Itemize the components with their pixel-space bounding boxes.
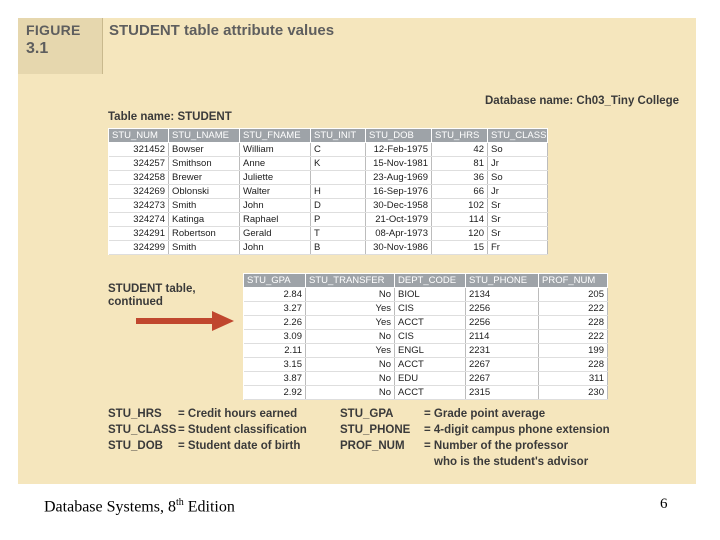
table-cell: 42 (432, 143, 488, 157)
table-cell: Sr (488, 199, 548, 213)
table-cell: 15-Nov-1981 (366, 157, 432, 171)
legend-def: = Number of the professor (424, 440, 569, 452)
table-cell: So (488, 143, 548, 157)
continued-label-line2: continued (108, 296, 163, 308)
footer-text (44, 497, 235, 516)
table-cell: No (306, 386, 395, 400)
table-cell: 2315 (466, 386, 539, 400)
legend-right (340, 406, 610, 470)
table-cell: P (311, 213, 366, 227)
table-cell: 30-Nov-1986 (366, 241, 432, 255)
footer-rest: Edition (183, 498, 235, 516)
table-cell: 324291 (109, 227, 169, 241)
table-cell: Bowser (169, 143, 240, 157)
table-cell: Yes (306, 344, 395, 358)
table-cell: 102 (432, 199, 488, 213)
table-cell: 23-Aug-1969 (366, 171, 432, 185)
student-table-continued (243, 273, 608, 400)
table-cell: 30-Dec-1958 (366, 199, 432, 213)
table-cell: 2267 (466, 372, 539, 386)
table-cell: 2.92 (244, 386, 306, 400)
table-cell: No (306, 358, 395, 372)
table-cell: No (306, 372, 395, 386)
table-row (109, 241, 548, 255)
table-cell: 120 (432, 227, 488, 241)
table-row (109, 143, 548, 157)
table-row (109, 185, 548, 199)
table-cell: EDU (395, 372, 466, 386)
legend-def: = Grade point average (424, 408, 546, 420)
table-row (109, 171, 548, 185)
table-cell: BIOL (395, 288, 466, 302)
table-cell: Jr (488, 157, 548, 171)
legend-def-continued: who is the student's advisor (434, 456, 589, 468)
table-cell: 3.15 (244, 358, 306, 372)
column-header: STU_HRS (432, 129, 488, 143)
table-cell: D (311, 199, 366, 213)
table-cell: Walter (240, 185, 311, 199)
table-row (244, 386, 608, 400)
legend-term: STU_GPA (340, 408, 394, 420)
legend-row (108, 438, 307, 454)
legend-row (108, 422, 307, 438)
table-row (244, 344, 608, 358)
table-cell: 3.87 (244, 372, 306, 386)
legend-def: = Credit hours earned (178, 408, 298, 420)
table-cell: 114 (432, 213, 488, 227)
table-cell: 2267 (466, 358, 539, 372)
table-cell: Smith (169, 241, 240, 255)
table-cell: 81 (432, 157, 488, 171)
table-cell: Smith (169, 199, 240, 213)
table-row (109, 213, 548, 227)
table-cell (311, 171, 366, 185)
legend-term: PROF_NUM (340, 440, 405, 452)
table-row (244, 358, 608, 372)
legend-row (108, 406, 307, 422)
table-cell: John (240, 241, 311, 255)
table-cell: 199 (539, 344, 608, 358)
table-row (109, 199, 548, 213)
column-header: STU_NUM (109, 129, 169, 143)
table-cell: 222 (539, 302, 608, 316)
table-cell: Brewer (169, 171, 240, 185)
figure-divider (102, 18, 103, 74)
figure-number: 3.1 (26, 40, 49, 57)
continued-label-line1: STUDENT table, (108, 283, 196, 295)
table-cell: 2231 (466, 344, 539, 358)
table-cell: Anne (240, 157, 311, 171)
table-cell: 205 (539, 288, 608, 302)
table-cell: 2256 (466, 316, 539, 330)
table-cell: 21-Oct-1979 (366, 213, 432, 227)
table-cell: Robertson (169, 227, 240, 241)
table-cell: 66 (432, 185, 488, 199)
legend-row (340, 454, 610, 470)
table-cell: 2134 (466, 288, 539, 302)
table-cell: 16-Sep-1976 (366, 185, 432, 199)
student-table (108, 128, 548, 255)
column-header: STU_INIT (311, 129, 366, 143)
table-cell: ACCT (395, 316, 466, 330)
table-cell: 08-Apr-1973 (366, 227, 432, 241)
table-cell: 3.09 (244, 330, 306, 344)
legend-def: = Student date of birth (178, 440, 301, 452)
legend-term: STU_HRS (108, 408, 162, 420)
column-header: STU_CLASS (488, 129, 548, 143)
column-header: STU_GPA (244, 274, 306, 288)
figure-word: FIGURE (26, 22, 81, 38)
table-cell: Jr (488, 185, 548, 199)
footer-main: Database Systems, 8 (44, 498, 176, 516)
table-cell: 2114 (466, 330, 539, 344)
column-header: STU_FNAME (240, 129, 311, 143)
table-cell: Sr (488, 213, 548, 227)
table-cell: T (311, 227, 366, 241)
table-cell: William (240, 143, 311, 157)
table-cell: 311 (539, 372, 608, 386)
table-cell: 228 (539, 316, 608, 330)
table-cell: 15 (432, 241, 488, 255)
table-cell: 2256 (466, 302, 539, 316)
table-cell: 324299 (109, 241, 169, 255)
column-header: STU_LNAME (169, 129, 240, 143)
table-cell: Raphael (240, 213, 311, 227)
legend-term: STU_PHONE (340, 424, 411, 436)
table-cell: 230 (539, 386, 608, 400)
table-cell: H (311, 185, 366, 199)
table-cell: 321452 (109, 143, 169, 157)
legend-def: = 4-digit campus phone extension (424, 424, 610, 436)
table-cell: K (311, 157, 366, 171)
table-cell: Fr (488, 241, 548, 255)
table-row (109, 227, 548, 241)
table-row (244, 372, 608, 386)
table-cell: John (240, 199, 311, 213)
table-cell: Yes (306, 302, 395, 316)
continued-label (108, 283, 196, 309)
table-cell: 2.26 (244, 316, 306, 330)
column-header: STU_PHONE (466, 274, 539, 288)
table-cell: B (311, 241, 366, 255)
legend-term: STU_CLASS (108, 424, 177, 436)
legend-row (340, 406, 610, 422)
column-header: STU_TRANSFER (306, 274, 395, 288)
table-cell: ACCT (395, 386, 466, 400)
table-cell: 36 (432, 171, 488, 185)
legend-left (108, 406, 307, 454)
table-cell: 324274 (109, 213, 169, 227)
table-cell: 324269 (109, 185, 169, 199)
table-cell: Katinga (169, 213, 240, 227)
table-cell: CIS (395, 302, 466, 316)
legend-row (340, 422, 610, 438)
table-row (109, 157, 548, 171)
table-cell: ENGL (395, 344, 466, 358)
table-row (244, 330, 608, 344)
arrow-icon (136, 311, 236, 331)
table-cell: Yes (306, 316, 395, 330)
legend-term: STU_DOB (108, 440, 163, 452)
table-cell: No (306, 330, 395, 344)
table-cell: 3.27 (244, 302, 306, 316)
table-cell: 324257 (109, 157, 169, 171)
legend-row (340, 438, 610, 454)
table-cell: C (311, 143, 366, 157)
table-cell: Gerald (240, 227, 311, 241)
page-number: 6 (660, 496, 668, 512)
figure-title: STUDENT table attribute values (109, 22, 335, 39)
table-row (244, 302, 608, 316)
table-cell: So (488, 171, 548, 185)
table-cell: Smithson (169, 157, 240, 171)
table-row (244, 288, 608, 302)
footer-sup: th (175, 497, 184, 508)
column-header: PROF_NUM (539, 274, 608, 288)
table-cell: 2.84 (244, 288, 306, 302)
table-cell: ACCT (395, 358, 466, 372)
table-cell: Juliette (240, 171, 311, 185)
table-cell: Sr (488, 227, 548, 241)
table-cell: Oblonski (169, 185, 240, 199)
table-row (244, 316, 608, 330)
column-header: STU_DOB (366, 129, 432, 143)
table-cell: 12-Feb-1975 (366, 143, 432, 157)
database-name-label: Database name: Ch03_Tiny College (485, 95, 680, 107)
table-header-row (109, 129, 548, 143)
table-cell: 324258 (109, 171, 169, 185)
table-cell: 228 (539, 358, 608, 372)
table-cell: 324273 (109, 199, 169, 213)
column-header: DEPT_CODE (395, 274, 466, 288)
legend-def: = Student classification (178, 424, 307, 436)
table-cell: 2.11 (244, 344, 306, 358)
table-cell: CIS (395, 330, 466, 344)
table-header-row (244, 274, 608, 288)
table-cell: 222 (539, 330, 608, 344)
table-name-label: Table name: STUDENT (108, 111, 232, 123)
table-cell: No (306, 288, 395, 302)
